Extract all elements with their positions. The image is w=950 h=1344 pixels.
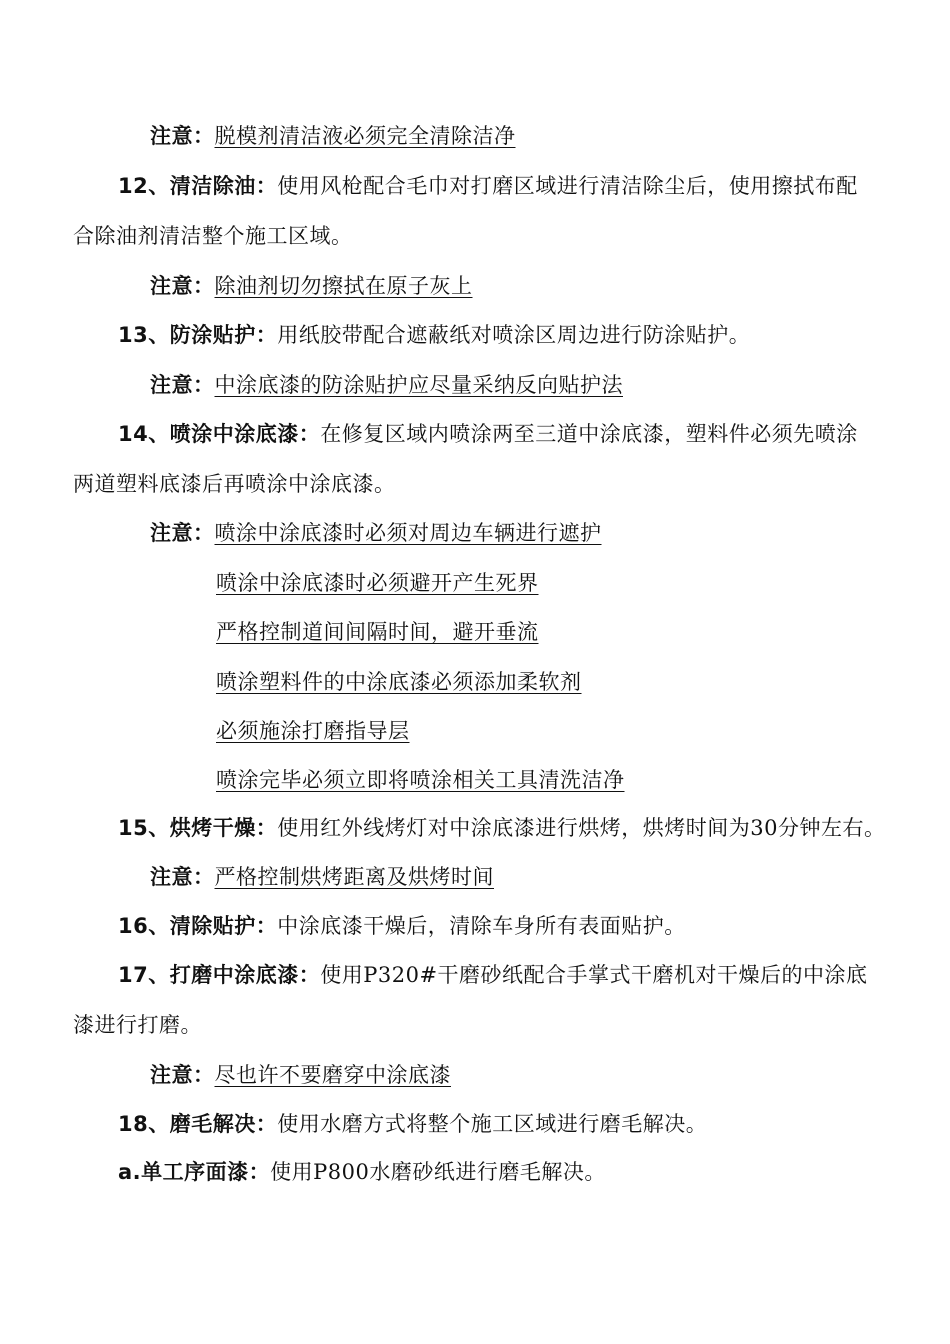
step-text: 在修复区域内喷涂两至三道中涂底漆，塑料件必须先喷涂 (320, 422, 858, 446)
step-number: 17、 (118, 963, 170, 987)
step-title: 防涂贴护： (169, 323, 278, 347)
step-text: 使用红外线烤灯对中涂底漆进行烘烤，烘烤时间为30分钟左右。 (277, 816, 886, 840)
step-text: 用纸胶带配合遮蔽纸对喷涂区周边进行防涂贴护。 (277, 323, 751, 347)
step-number: 13、 (118, 323, 170, 347)
note-4-item: 严格控制道间间隔时间，避开垂流 (216, 620, 539, 644)
step-14-continuation: 两道塑料底漆后再喷涂中涂底漆。 (73, 472, 396, 496)
note-text: 尽也许不要磨穿中涂底漆 (214, 1063, 451, 1087)
substep-title: a.单工序面漆： (118, 1160, 271, 1184)
note-label: 注意： (150, 373, 215, 397)
note-4 (150, 519, 602, 547)
note-1 (150, 122, 516, 150)
note-4-item: 喷涂塑料件的中涂底漆必须添加柔软剂 (216, 670, 582, 694)
note-label: 注意： (150, 274, 215, 298)
step-12-continuation: 合除油剂清洁整个施工区域。 (73, 224, 353, 248)
step-text: 使用P320#干磨砂纸配合手掌式干磨机对干燥后的中涂底 (320, 963, 868, 987)
note-text: 中涂底漆的防涂贴护应尽量采纳反向贴护法 (214, 373, 623, 397)
note-label: 注意： (150, 1063, 215, 1087)
step-15 (118, 814, 885, 842)
note-4-item: 喷涂中涂底漆时必须避开产生死界 (216, 571, 539, 595)
step-title: 喷涂中涂底漆： (169, 422, 321, 446)
step-13 (118, 321, 750, 349)
step-number: 12、 (118, 174, 170, 198)
note-label: 注意： (150, 521, 215, 545)
note-text: 除油剂切勿擦拭在原子灰上 (214, 274, 473, 298)
step-text: 中涂底漆干燥后，清除车身所有表面贴护。 (277, 914, 686, 938)
substep-text: 使用P800水磨砂纸进行磨毛解决。 (270, 1160, 606, 1184)
note-label: 注意： (150, 124, 215, 148)
note-4-item: 必须施涂打磨指导层 (216, 719, 410, 743)
step-17 (118, 961, 868, 989)
step-number: 14、 (118, 422, 170, 446)
note-2 (150, 272, 473, 300)
step-number: 16、 (118, 914, 170, 938)
step-12 (118, 172, 858, 200)
note-4-item: 喷涂完毕必须立即将喷涂相关工具清洗洁净 (216, 768, 625, 792)
note-5 (150, 863, 494, 891)
step-title: 打磨中涂底漆： (169, 963, 321, 987)
note-label: 注意： (150, 865, 215, 889)
substep-a (118, 1158, 606, 1186)
step-text: 使用风枪配合毛巾对打磨区域进行清洁除尘后，使用擦拭布配 (277, 174, 858, 198)
step-number: 18、 (118, 1112, 170, 1136)
step-17-continuation: 漆进行打磨。 (73, 1013, 202, 1037)
note-text: 严格控制烘烤距离及烘烤时间 (214, 865, 494, 889)
step-text: 使用水磨方式将整个施工区域进行磨毛解决。 (277, 1112, 708, 1136)
step-title: 磨毛解决： (169, 1112, 278, 1136)
note-text: 脱模剂清洁液必须完全清除洁净 (214, 124, 516, 148)
note-3 (150, 371, 623, 399)
step-14 (118, 420, 858, 448)
step-title: 清除贴护： (169, 914, 278, 938)
note-text: 喷涂中涂底漆时必须对周边车辆进行遮护 (214, 521, 602, 545)
step-number: 15、 (118, 816, 170, 840)
step-16 (118, 912, 686, 940)
step-title: 烘烤干燥： (169, 816, 278, 840)
step-title: 清洁除油： (169, 174, 278, 198)
step-18 (118, 1110, 707, 1138)
note-6 (150, 1061, 451, 1089)
